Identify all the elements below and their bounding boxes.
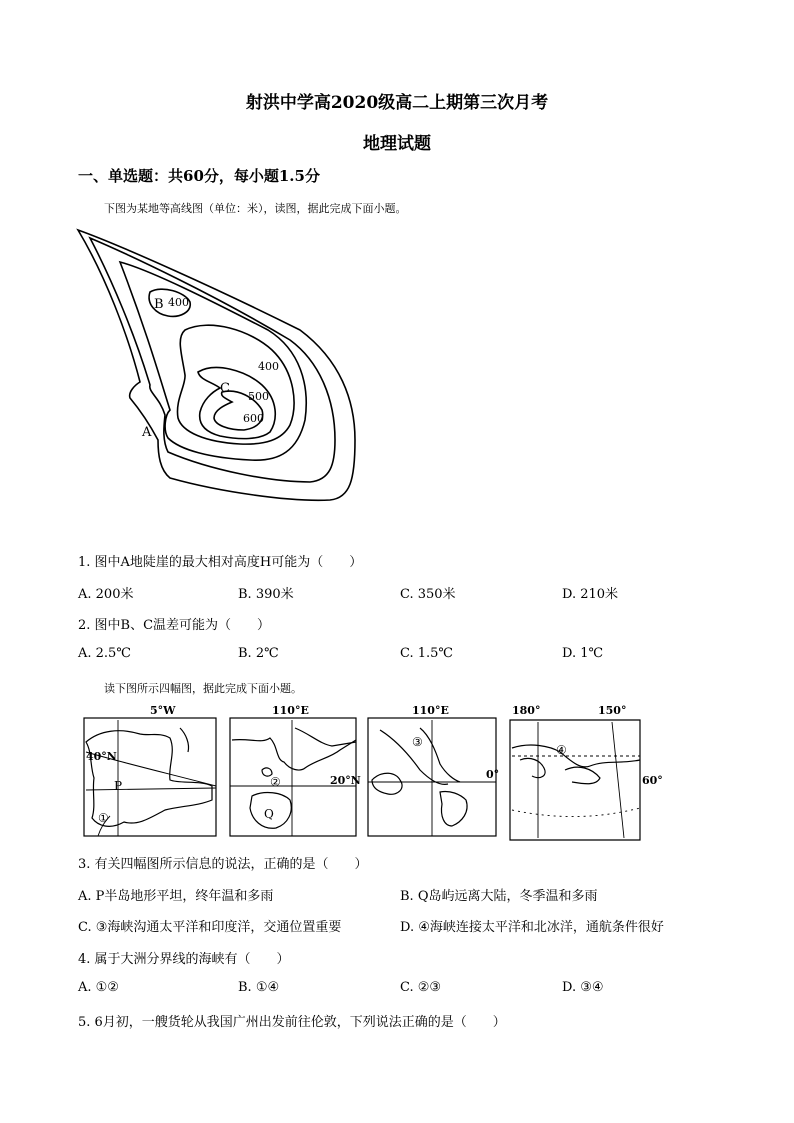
q3-option-a: A. P半岛地形平坦，终年温和多雨 — [78, 889, 274, 904]
map4-marker-4: ④ — [556, 743, 567, 757]
map4-lon-right: 150° — [598, 704, 627, 717]
label-600: 600 — [243, 412, 264, 425]
q1-option-b: B. 390米 — [238, 587, 294, 602]
map2-lat: 20°N — [330, 774, 361, 787]
section-heading: 一、单选题：共60分，每小题1.5分 — [78, 167, 320, 185]
map2-label-q: Q — [264, 807, 274, 821]
q4-option-c: C. ②③ — [400, 980, 442, 995]
q2-option-c: C. 1.5℃ — [400, 646, 453, 661]
map1-marker-1: ① — [98, 811, 109, 825]
exam-subtitle: 地理试题 — [363, 134, 431, 154]
q1-option-a: A. 200米 — [78, 587, 134, 602]
q4-option-d: D. ③④ — [562, 980, 604, 995]
q2-option-b: B. 2℃ — [238, 646, 279, 661]
question-4: 4. 属于大洲分界线的海峡有（ ） — [78, 952, 290, 967]
map1-lat: 40°N — [86, 750, 117, 763]
map4-lon-left: 180° — [512, 704, 541, 717]
map3-marker-3: ③ — [412, 735, 423, 749]
map3-lat: 0° — [486, 768, 500, 781]
intro-maps: 读下图所示四幅图，据此完成下面小题。 — [104, 682, 302, 695]
q4-option-a: A. ①② — [78, 980, 119, 995]
q3-option-c: C. ③海峡沟通太平洋和印度洋，交通位置重要 — [78, 920, 342, 935]
map2-lon: 110°E — [272, 704, 309, 717]
question-1: 1. 图中A地陡崖的最大相对高度H可能为（ ） — [78, 555, 363, 570]
intro-contour: 下图为某地等高线图（单位：米），读图，据此完成下面小题。 — [104, 202, 407, 215]
map1-label-p: P — [114, 779, 123, 793]
label-A: A — [142, 425, 152, 440]
label-B: B — [154, 297, 164, 312]
label-500: 500 — [248, 390, 269, 403]
map4-lat: 60° — [642, 774, 663, 787]
question-3: 3. 有关四幅图所示信息的说法，正确的是（ ） — [78, 857, 368, 872]
q3-option-d: D. ④海峡连接太平洋和北冰洋，通航条件很好 — [400, 920, 664, 935]
question-2: 2. 图中B、C温差可能为（ ） — [78, 618, 271, 633]
q1-option-c: C. 350米 — [400, 587, 456, 602]
label-400: 400 — [258, 360, 279, 373]
label-C: C — [220, 381, 230, 396]
q3-option-b: B. Q岛屿远离大陆，冬季温和多雨 — [400, 889, 598, 904]
exam-title: 射洪中学高2020级高二上期第三次月考 — [245, 93, 549, 113]
q1-option-d: D. 210米 — [562, 587, 619, 602]
q2-option-d: D. 1℃ — [562, 646, 604, 661]
map2-marker-2: ② — [270, 775, 281, 789]
question-5: 5. 6月初，一艘货轮从我国广州出发前往伦敦，下列说法正确的是（ ） — [78, 1015, 506, 1030]
map3-lon: 110°E — [412, 704, 449, 717]
label-B-400: 400 — [168, 296, 189, 309]
q4-option-b: B. ①④ — [238, 980, 280, 995]
map1-lon: 5°W — [150, 704, 176, 717]
q2-option-a: A. 2.5℃ — [78, 646, 131, 661]
